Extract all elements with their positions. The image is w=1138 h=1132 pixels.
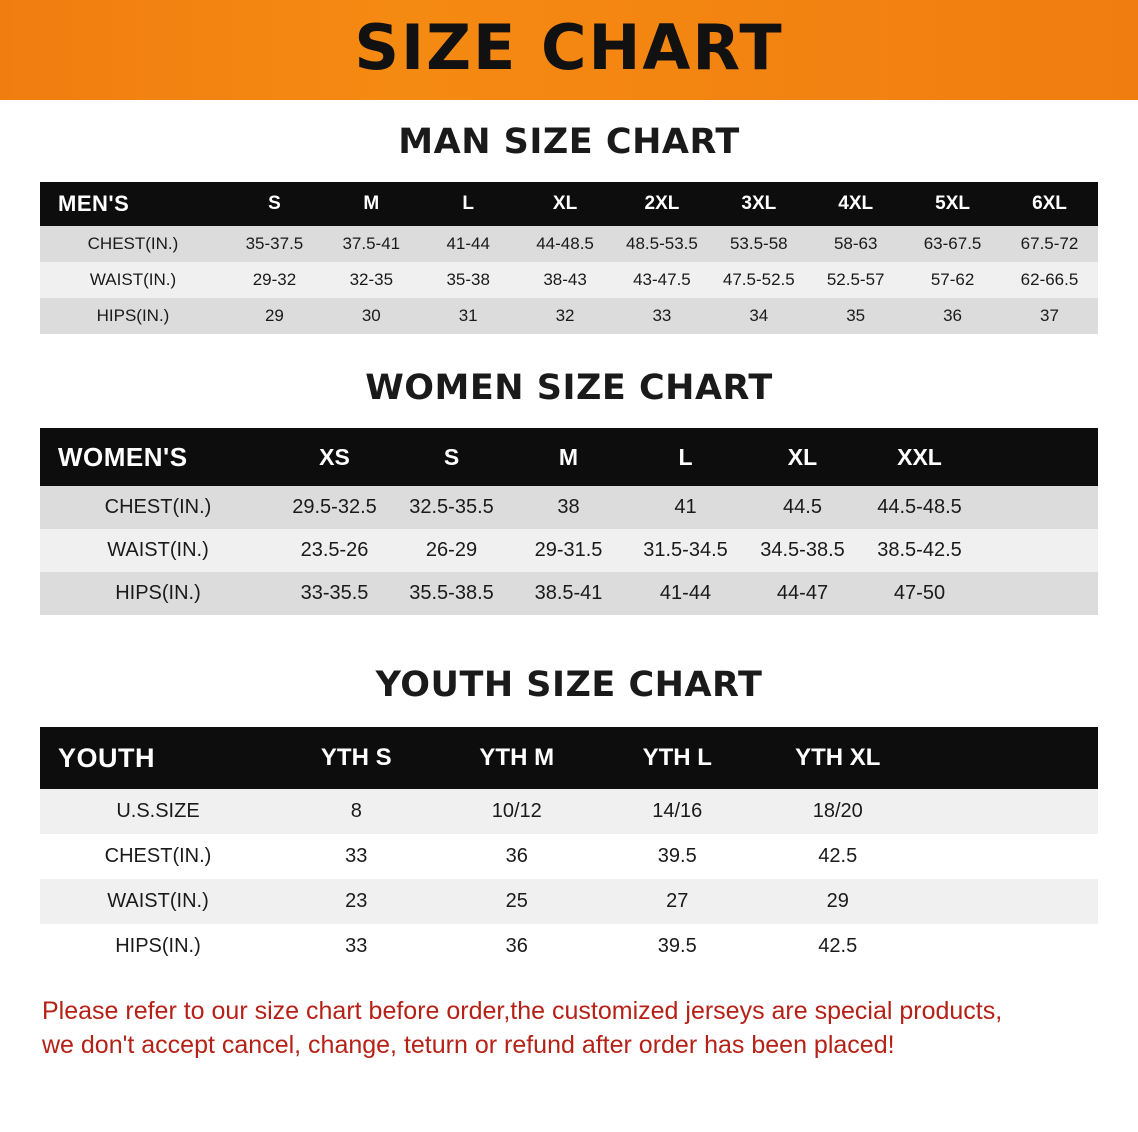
men-chest-9: 67.5-72 <box>1020 234 1079 253</box>
women-col-spacer <box>978 428 1098 486</box>
men-waist-3: 35-38 <box>446 270 490 289</box>
women-hips-3: 38.5-41 <box>534 582 603 604</box>
women-hips-5: 44-47 <box>776 582 829 604</box>
youth-us-size-4: 18/20 <box>812 800 863 822</box>
men-waist-8: 57-62 <box>930 270 975 289</box>
women-chest-5: 44.5 <box>783 496 822 518</box>
men-size-table <box>40 182 1098 334</box>
youth-row-label-chest: CHEST(IN.) <box>104 845 212 867</box>
disclaimer-line-1: Please refer to our size chart before order,the customized jerseys are special products, <box>42 997 1003 1025</box>
table-header-row <box>40 182 1098 226</box>
table-row <box>40 572 1098 615</box>
youth-col-1: YTH S <box>276 727 437 789</box>
youth-table-wrapper <box>0 727 1138 969</box>
men-chest-4: 44-48.5 <box>536 234 594 253</box>
women-waist-3: 29-31.5 <box>534 539 603 561</box>
men-col-8: 5XL <box>904 182 1001 226</box>
men-chest-7: 58-63 <box>833 234 878 253</box>
men-hips-1: 29 <box>264 306 284 325</box>
youth-us-size-3: 14/16 <box>652 800 703 822</box>
women-col-3: M <box>510 428 627 486</box>
men-col-2: M <box>323 182 420 226</box>
women-row-label-chest: CHEST(IN.) <box>104 496 212 518</box>
men-waist-4: 38-43 <box>543 270 587 289</box>
men-hips-9: 37 <box>1040 306 1059 325</box>
youth-waist-1: 23 <box>345 890 368 912</box>
men-waist-9: 62-66.5 <box>1020 270 1079 289</box>
youth-size-table <box>40 727 1098 969</box>
table-row <box>40 924 1098 969</box>
youth-table-body <box>40 789 1098 969</box>
men-waist-7: 52.5-57 <box>826 270 885 289</box>
youth-hips-4: 42.5 <box>818 935 858 957</box>
women-size-table <box>40 428 1098 615</box>
youth-section-title: YOUTH SIZE CHART <box>375 665 763 705</box>
men-table-head <box>40 182 1098 226</box>
women-chest-6: 44.5-48.5 <box>877 496 962 518</box>
women-waist-6: 38.5-42.5 <box>877 539 962 561</box>
men-hips-5: 33 <box>652 306 672 325</box>
women-chest-1: 29.5-32.5 <box>292 496 377 518</box>
youth-chest-1: 33 <box>345 845 368 867</box>
youth-col-4: YTH XL <box>758 727 919 789</box>
youth-col-spacer <box>918 727 1098 789</box>
youth-hips-2: 36 <box>505 935 528 957</box>
men-col-4: XL <box>517 182 614 226</box>
man-section-title: MAN SIZE CHART <box>398 122 740 162</box>
banner <box>0 0 1138 100</box>
youth-row-label-hips: HIPS(IN.) <box>115 935 201 957</box>
women-hips-1: 33-35.5 <box>300 582 369 604</box>
women-header-label: WOMEN'S <box>40 428 276 486</box>
men-chest-8: 63-67.5 <box>923 234 982 253</box>
women-col-4: L <box>627 428 744 486</box>
table-row <box>40 834 1098 879</box>
youth-waist-4: 29 <box>826 890 849 912</box>
men-hips-8: 36 <box>943 306 963 325</box>
women-table-wrapper <box>0 428 1138 615</box>
youth-hips-spacer <box>918 924 1098 969</box>
men-hips-2: 30 <box>361 306 381 325</box>
youth-waist-2: 25 <box>505 890 528 912</box>
men-hips-6: 34 <box>749 306 769 325</box>
youth-us-size-2: 10/12 <box>491 800 542 822</box>
women-hips-spacer <box>978 572 1098 615</box>
women-hips-6: 47-50 <box>893 582 946 604</box>
women-chest-3: 38 <box>557 496 580 518</box>
men-header-label: MEN'S <box>40 182 226 226</box>
men-col-6: 3XL <box>710 182 807 226</box>
women-hips-4: 41-44 <box>659 582 712 604</box>
table-row <box>40 262 1098 298</box>
men-col-7: 4XL <box>807 182 904 226</box>
youth-col-2: YTH M <box>437 727 598 789</box>
table-row <box>40 879 1098 924</box>
men-row-label-waist: WAIST(IN.) <box>89 270 177 289</box>
men-hips-3: 31 <box>458 306 478 325</box>
youth-hips-3: 39.5 <box>657 935 697 957</box>
men-waist-5: 43-47.5 <box>633 270 691 289</box>
table-row <box>40 486 1098 529</box>
men-hips-4: 32 <box>555 306 575 325</box>
women-row-label-hips: HIPS(IN.) <box>115 582 201 604</box>
youth-chest-3: 39.5 <box>657 845 697 867</box>
youth-waist-3: 27 <box>666 890 689 912</box>
women-col-5: XL <box>744 428 861 486</box>
table-row <box>40 529 1098 572</box>
men-waist-2: 32-35 <box>349 270 394 289</box>
men-hips-7: 35 <box>846 306 866 325</box>
men-chest-5: 48.5-53.5 <box>626 234 698 253</box>
youth-table-head <box>40 727 1098 789</box>
women-table-body <box>40 486 1098 615</box>
women-waist-spacer <box>978 529 1098 572</box>
youth-us-size-1: 8 <box>350 800 362 822</box>
women-col-6: XXL <box>861 428 978 486</box>
women-waist-1: 23.5-26 <box>300 539 369 561</box>
women-table-head <box>40 428 1098 486</box>
women-waist-2: 26-29 <box>425 539 478 561</box>
men-row-label-hips: HIPS(IN.) <box>96 306 170 325</box>
disclaimer-note <box>42 995 1096 1063</box>
table-row <box>40 789 1098 834</box>
man-table-wrapper <box>0 182 1138 334</box>
men-waist-6: 47.5-52.5 <box>722 270 795 289</box>
table-header-row <box>40 727 1098 789</box>
youth-row-label-waist: WAIST(IN.) <box>107 890 209 912</box>
youth-col-3: YTH L <box>597 727 758 789</box>
women-section-title: WOMEN SIZE CHART <box>365 368 773 408</box>
women-col-2: S <box>393 428 510 486</box>
women-row-label-waist: WAIST(IN.) <box>107 539 209 561</box>
table-row <box>40 226 1098 262</box>
women-chest-2: 32.5-35.5 <box>409 496 494 518</box>
men-col-1: S <box>226 182 323 226</box>
men-row-label-chest: CHEST(IN.) <box>87 234 179 253</box>
youth-hips-1: 33 <box>345 935 368 957</box>
youth-chest-spacer <box>918 834 1098 879</box>
table-row <box>40 298 1098 334</box>
women-col-1: XS <box>276 428 393 486</box>
youth-chest-4: 42.5 <box>818 845 858 867</box>
men-chest-1: 35-37.5 <box>245 234 304 253</box>
table-header-row <box>40 428 1098 486</box>
women-waist-4: 31.5-34.5 <box>643 539 728 561</box>
men-waist-1: 29-32 <box>252 270 297 289</box>
men-col-5: 2XL <box>614 182 711 226</box>
women-hips-2: 35.5-38.5 <box>409 582 494 604</box>
women-chest-spacer <box>978 486 1098 529</box>
men-chest-6: 53.5-58 <box>729 234 788 253</box>
youth-row-label-us-size: U.S.SIZE <box>116 800 200 822</box>
women-chest-4: 41 <box>674 496 697 518</box>
youth-chest-2: 36 <box>505 845 528 867</box>
women-waist-5: 34.5-38.5 <box>760 539 845 561</box>
youth-us-size-spacer <box>918 789 1098 834</box>
youth-header-label: YOUTH <box>40 727 276 789</box>
men-chest-3: 41-44 <box>446 234 490 253</box>
men-col-3: L <box>420 182 517 226</box>
men-chest-2: 37.5-41 <box>342 234 401 253</box>
disclaimer-line-2: we don't accept cancel, change, teturn or refund after order has been placed! <box>42 1030 895 1059</box>
men-col-9: 6XL <box>1001 182 1098 226</box>
banner-title: SIZE CHART <box>354 11 784 84</box>
men-table-body <box>40 226 1098 334</box>
youth-waist-spacer <box>918 879 1098 924</box>
